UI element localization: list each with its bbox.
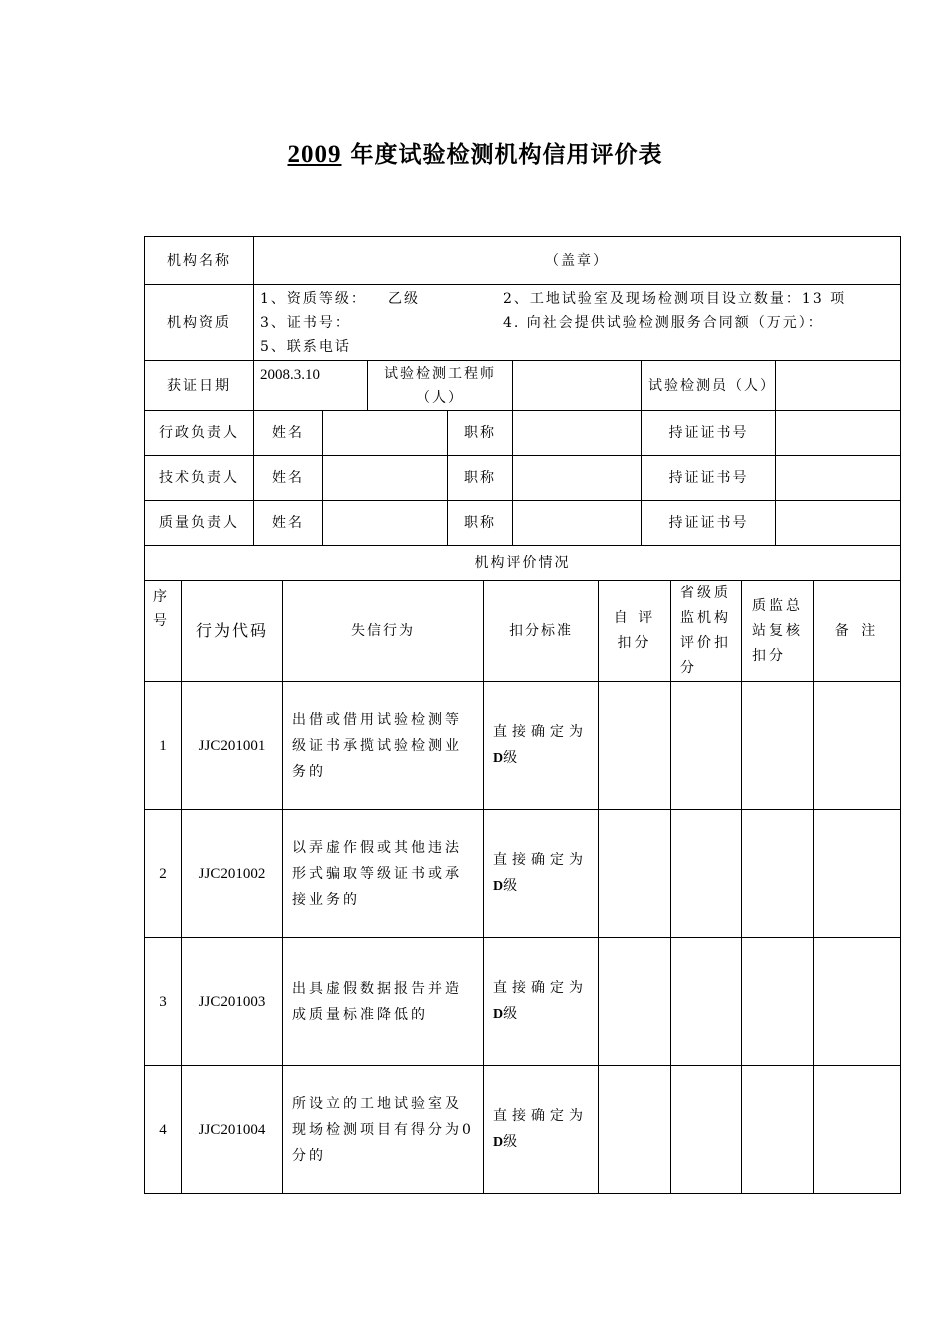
grade-letter: D <box>493 879 504 894</box>
org-qualification-label: 机构资质 <box>145 285 254 361</box>
eval-section-title: 机构评价情况 <box>145 546 901 581</box>
name-value[interactable] <box>323 456 448 501</box>
person-role: 行政负责人 <box>145 411 254 456</box>
self-score-cell[interactable] <box>599 938 671 1066</box>
note-cell[interactable] <box>814 1066 901 1194</box>
header-note: 备 注 <box>814 581 901 682</box>
province-score-cell[interactable] <box>671 810 742 938</box>
grade-letter: D <box>493 751 504 766</box>
table-row <box>145 810 901 938</box>
row-code: JJC201004 <box>182 1066 283 1194</box>
row-code: JJC201002 <box>182 810 283 938</box>
row-behavior: 以弄虚作假或其他违法形式骗取等级证书或承接业务的 <box>283 810 484 938</box>
tester-count-label: 试验检测员（人） <box>642 361 776 411</box>
qual-level-value: 乙级 <box>388 291 420 307</box>
standard-text: 直接确定为 <box>493 980 588 996</box>
page-title <box>0 136 950 169</box>
note-cell[interactable] <box>814 682 901 810</box>
cert-label: 持证证书号 <box>642 501 776 546</box>
table-row <box>145 1066 901 1194</box>
title-value[interactable] <box>513 456 642 501</box>
info-table <box>144 236 901 581</box>
title-label: 职称 <box>448 411 513 456</box>
engineer-count-value[interactable] <box>513 361 642 411</box>
phone-label: 5、联系电话 <box>260 339 351 355</box>
cert-label: 持证证书号 <box>642 456 776 501</box>
title-label: 职称 <box>448 456 513 501</box>
name-label: 姓名 <box>254 501 323 546</box>
engineer-count-label: 试验检测工程师（人） <box>368 361 513 411</box>
cert-date-value[interactable]: 2008.3.10 <box>254 361 368 411</box>
title-value[interactable] <box>513 411 642 456</box>
name-value[interactable] <box>323 411 448 456</box>
header-province-score: 省级质监机构评价扣分 <box>671 581 742 682</box>
title-label: 职称 <box>448 501 513 546</box>
self-score-cell[interactable] <box>599 810 671 938</box>
grade-suffix: 级 <box>503 878 523 894</box>
table-row <box>145 938 901 1066</box>
row-behavior: 所设立的工地试验室及现场检测项目有得分为0分的 <box>283 1066 484 1194</box>
self-score-cell[interactable] <box>599 682 671 810</box>
province-score-cell[interactable] <box>671 1066 742 1194</box>
station-score-cell[interactable] <box>742 682 814 810</box>
row-standard <box>484 682 599 810</box>
row-code: JJC201003 <box>182 938 283 1066</box>
standard-text: 直接确定为 <box>493 852 588 868</box>
seal-field[interactable]: （盖章） <box>254 237 901 285</box>
row-behavior: 出借或借用试验检测等级证书承揽试验检测业务的 <box>283 682 484 810</box>
station-score-cell[interactable] <box>742 810 814 938</box>
cert-date-label: 获证日期 <box>145 361 254 411</box>
row-standard <box>484 1066 599 1194</box>
grade-suffix: 级 <box>503 1006 523 1022</box>
tester-count-value[interactable] <box>776 361 901 411</box>
table-row <box>145 682 901 810</box>
org-name-label: 机构名称 <box>145 237 254 285</box>
cert-label: 持证证书号 <box>642 411 776 456</box>
eval-table <box>144 580 901 1194</box>
lab-count: 2、工地试验室及现场检测项目设立数量：13 项 <box>503 291 847 307</box>
cert-value[interactable] <box>776 411 901 456</box>
row-standard <box>484 810 599 938</box>
row-code: JJC201001 <box>182 682 283 810</box>
grade-letter: D <box>493 1007 504 1022</box>
contract-amount-label: 4. 向社会提供试验检测服务合同额（万元）： <box>503 315 824 331</box>
title-year: 2009 <box>287 141 342 168</box>
cert-value[interactable] <box>776 456 901 501</box>
title-value[interactable] <box>513 501 642 546</box>
grade-suffix: 级 <box>503 750 523 766</box>
note-cell[interactable] <box>814 938 901 1066</box>
row-seq: 1 <box>145 682 182 810</box>
standard-text: 直接确定为 <box>493 1108 588 1124</box>
note-cell[interactable] <box>814 810 901 938</box>
station-score-cell[interactable] <box>742 1066 814 1194</box>
name-label: 姓名 <box>254 411 323 456</box>
title-text: 年度试验检测机构信用评价表 <box>350 141 663 168</box>
row-behavior: 出具虚假数据报告并造成质量标准降低的 <box>283 938 484 1066</box>
province-score-cell[interactable] <box>671 938 742 1066</box>
header-self-score: 自 评扣分 <box>599 581 671 682</box>
header-standard: 扣分标准 <box>484 581 599 682</box>
grade-letter: D <box>493 1135 504 1150</box>
cert-value[interactable] <box>776 501 901 546</box>
header-seq: 序号 <box>145 581 182 682</box>
person-role: 技术负责人 <box>145 456 254 501</box>
cert-number-label: 3、证书号： <box>260 315 351 331</box>
standard-text: 直接确定为 <box>493 724 588 740</box>
row-seq: 4 <box>145 1066 182 1194</box>
self-score-cell[interactable] <box>599 1066 671 1194</box>
person-role: 质量负责人 <box>145 501 254 546</box>
row-seq: 3 <box>145 938 182 1066</box>
header-station-score: 质监总站复核扣分 <box>742 581 814 682</box>
header-behavior: 失信行为 <box>283 581 484 682</box>
name-value[interactable] <box>323 501 448 546</box>
province-score-cell[interactable] <box>671 682 742 810</box>
grade-suffix: 级 <box>503 1134 523 1150</box>
name-label: 姓名 <box>254 456 323 501</box>
qualification-details <box>254 285 901 361</box>
qual-level-label: 1、资质等级： <box>260 291 367 307</box>
header-code: 行为代码 <box>182 581 283 682</box>
station-score-cell[interactable] <box>742 938 814 1066</box>
row-seq: 2 <box>145 810 182 938</box>
row-standard <box>484 938 599 1066</box>
